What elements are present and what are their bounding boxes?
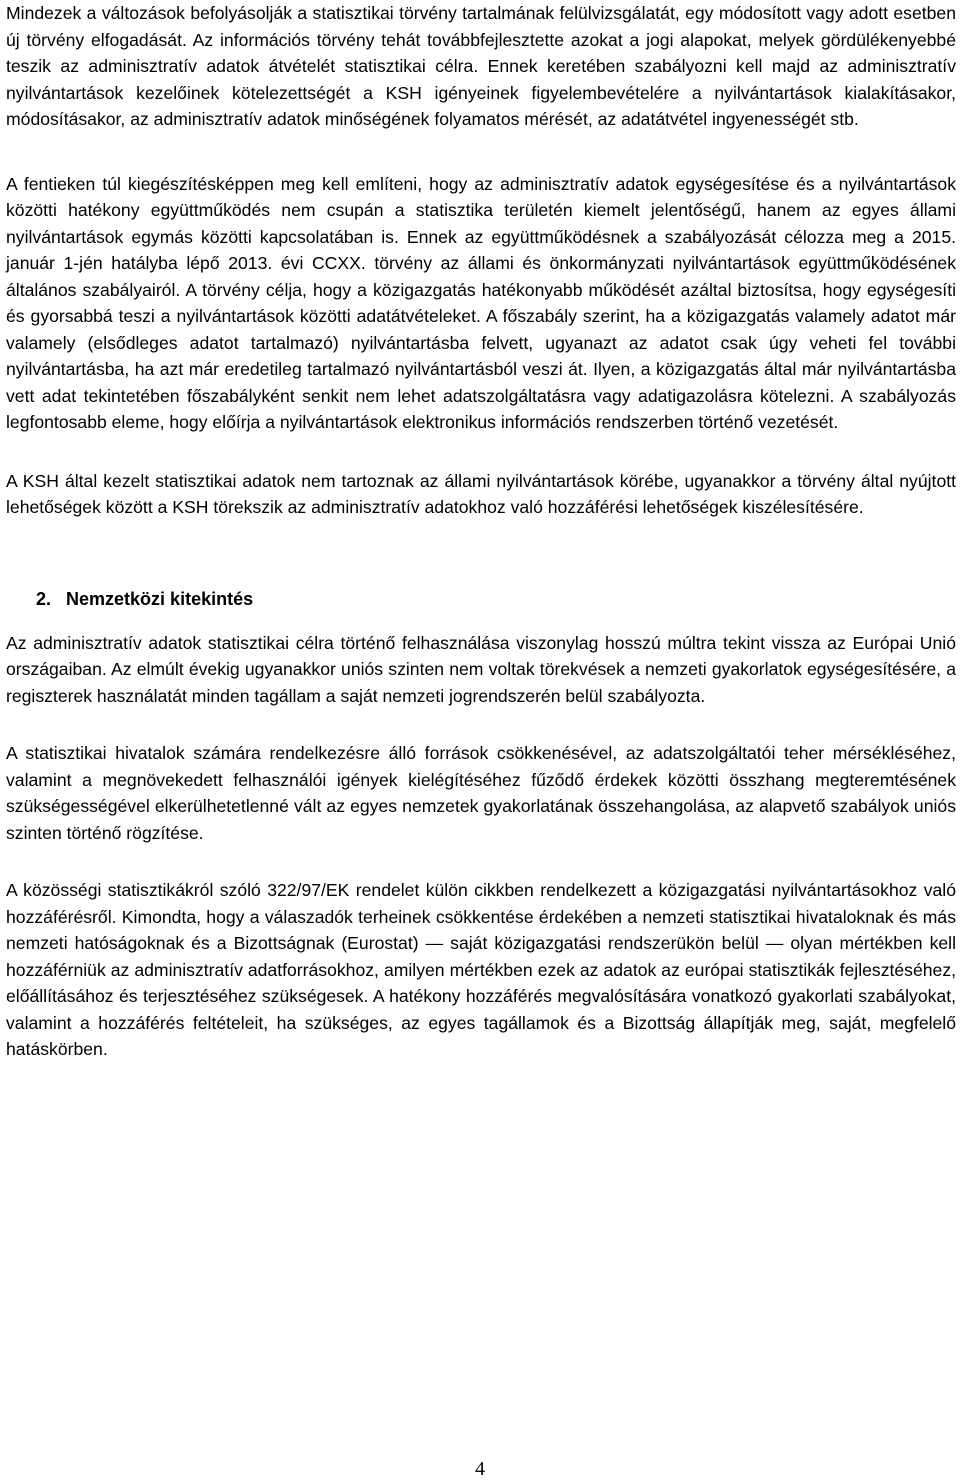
section-heading: [36, 586, 956, 612]
page-number: 4: [475, 1458, 485, 1480]
section-number: 2.: [36, 588, 52, 609]
section-title: Nemzetközi kitekintés: [66, 588, 254, 609]
paragraph-ksh-access: A KSH által kezelt statisztikai adatok nem tartoznak az állami nyilvántartások körébe, ugyanakkor a törvény által nyújtott lehetőségek között a KSH törekszik az adminisztratív adatokhoz való hozzáférési lehetőségek kiszélesítésére.: [6, 470, 956, 517]
paragraph-registry-cooperation: A fentieken túl kiegészítésképpen meg kell említeni, hogy az adminisztratív adatok egységesítése és a nyilvántartások közötti hatékony együttműködés nem csupán a statisztika területén kiemelt jelentőségű, hanem az egyes állami nyilvántartások egymás közötti kapcsolatában is. Ennek az együttműködésnek a szabályozását célozza meg a 2015. január 1-jén hatályba lépő 2013. évi CCXX. törvény az állami és önkormányzati nyilvántartások együttműködésének általános szabályairól. A törvény célja, hogy a közigazgatás hatékonyabb működését azáltal biztosítsa, hogy egységesíti és gyorsabbá teszi a nyilvántartások közötti adatátvételeket. A főszabály szerint, ha a közigazgatás valamely adatot már valamely (elsődleges adatot tartalmazó) nyilvántartásba felvett, ugyanazt az adatot csak úgy veheti fel további nyilvántartásba, ha azt már eredetileg tartalmazó nyilvántartásból veszi át. Ilyen, a közigazgatás által már nyilvántartásba vett adat tekintetében főszabályként senkit nem lehet adatszolgáltatásra vagy adatigazolásra kötelezni. A szabályozás legfontosabb eleme, hogy előírja a nyilvántartások elektronikus információs rendszerben történő vezetését.: [6, 173, 956, 432]
paragraph-regulation-322-97: A közösségi statisztikákról szóló 322/97/EK rendelet külön cikkben rendelkezett a közigazgatási nyilvántartásokhoz való hozzáférésről. Kimondta, hogy a válaszadók terheinek csökkentése érdekében a nemzeti statisztikai hivataloknak és más nemzeti hatóságoknak és a Bizottságnak (Eurostat) — saját közigazgatási rendszerükön belül — olyan mértékben kell hozzáférniük az adminisztratív adatforrásokhoz, amilyen mértékben ezek az adatok az európai statisztikák fejlesztéséhez, előállításához és terjesztéséhez szükségesek. A hatékony hozzáférés megvalósítására vonatkozó gyakorlati szabályokat, valamint a hozzáférés feltételeit, ha szükséges, az egyes tagállamok és a Bizottság állapítják meg, saját, megfelelő hatáskörben.: [6, 880, 956, 1059]
paragraph-eu-history: Az adminisztratív adatok statisztikai célra történő felhasználása viszonylag hosszú múltra tekint vissza az Európai Unió országaiban. Az elmúlt évekig ugyanakkor uniós szinten nem voltak törekvések a nemzeti gyakorlatok egységesítésére, a regiszterek használatát minden tagállam a saját nemzeti jogrendszerén belül szabályozta.: [6, 632, 956, 706]
paragraph-harmonisation: A statisztikai hivatalok számára rendelkezésre álló források csökkenésével, az adatszolgáltatói teher mérsékléséhez, valamint a megnövekedett felhasználói igények kielégítéséhez fűződő érdekek közötti összhang megteremtésének szükségességével elkerülhetetlenné vált az egyes nemzetek gyakorlatának összehangolása, az alapvető szabályok uniós szinten történő rögzítése.: [6, 743, 956, 843]
document-page: [6, 0, 956, 1063]
paragraph-statistical-law-review: Mindezek a változások befolyásolják a statisztikai törvény tartalmának felülvizsgálatát, egy módosított vagy adott esetben új törvény elfogadását. Az információs törvény tehát továbbfejlesztette azokat a jogi alapokat, melyek gördülékenyebbé teszik az adminisztratív adatok átvételét statisztikai célra. Ennek keretében szabályozni kell majd az adminisztratív nyilvántartások kezelőinek kötelezettségét a KSH igényeinek figyelembevételére a nyilvántartások kialakításakor, módosításakor, az adminisztratív adatok minőségének folyamatos mérését, az adatátvétel ingyenességét stb.: [6, 3, 956, 129]
